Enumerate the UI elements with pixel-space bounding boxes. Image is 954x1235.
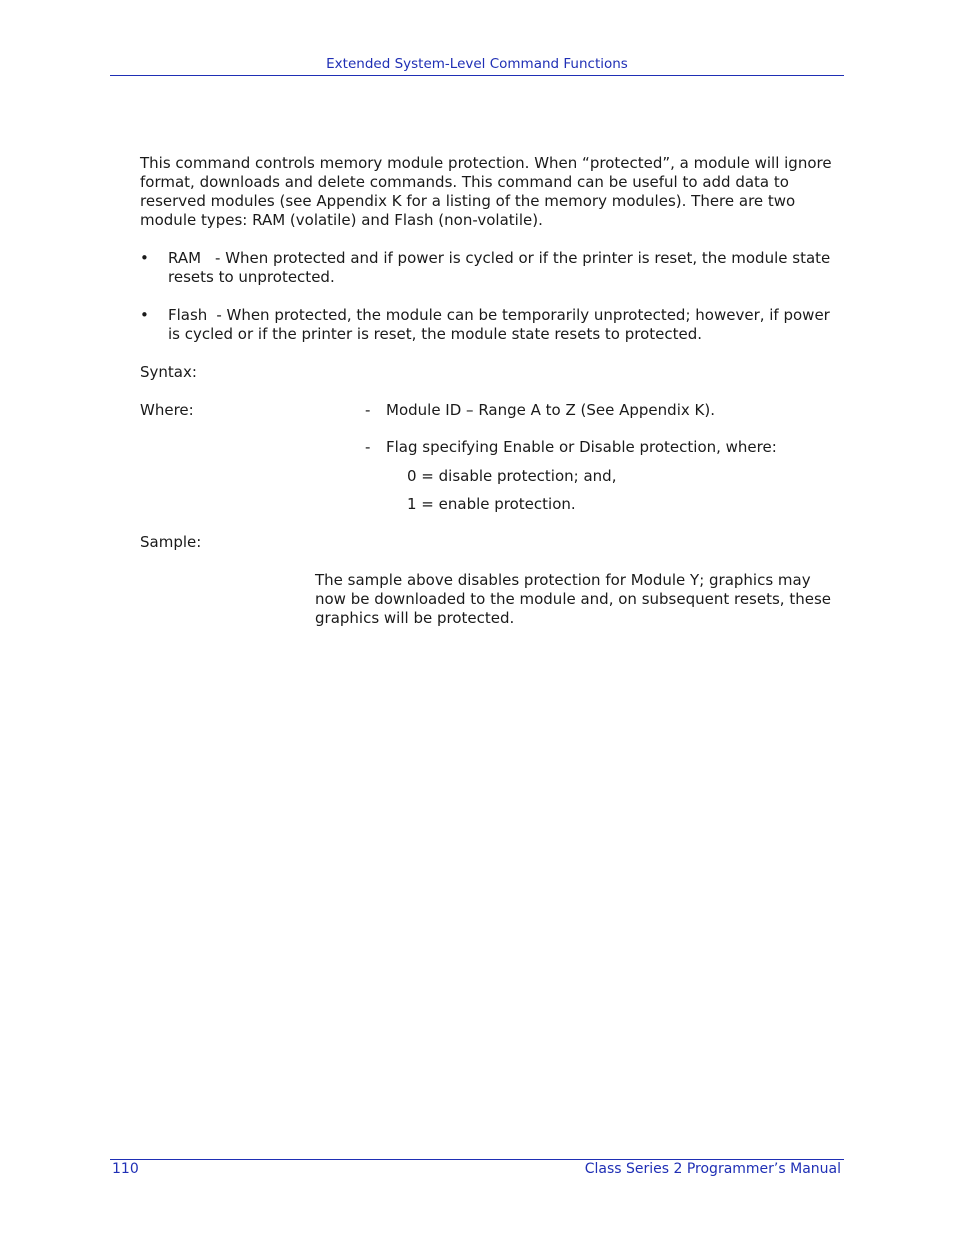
syntax-label: Syntax: [140,363,197,381]
manual-title: Class Series 2 Programmer’s Manual [584,1161,841,1177]
bullet-description: - When protected, the module can be temporarily unprotected; however, if power is cycled or if the printer is reset, the module state resets to protected. [168,306,830,343]
where-item-module-id: Module ID – Range A to Z (See Appendix K). [386,401,715,419]
running-header: Extended System-Level Command Functions [326,56,628,72]
bullet-marker: • [140,249,149,267]
where-label: Where: [140,401,194,419]
sample-note: The sample above disables protection for Module Y; graphics may now be downloaded to the module and, on subsequent resets, these graphics will be protected. [315,571,831,627]
where-item-flag: Flag specifying Enable or Disable protection, where: [386,438,777,456]
bullet-term: RAM [168,249,202,267]
bullet-item-ram [168,249,840,287]
footer-rule [110,1159,844,1160]
bullet-marker: • [140,306,149,324]
bullet-term: Flash [168,306,208,324]
bullet-item-flash [168,306,840,344]
sample-label: Sample: [140,533,202,551]
flag-value-enable: 1 = enable protection. [407,495,576,513]
where-dash: - [365,438,371,456]
where-dash: - [365,401,371,419]
intro-paragraph: This command controls memory module protection. When “protected”, a module will ignore format, downloads and delete commands. This command can be useful to add data to reserved modules (see Appendix K for a listing of the memory modules). There are two module types: RAM (volatile) and Flash (non-volatile). [140,154,832,229]
header-rule [110,75,844,76]
flag-value-disable: 0 = disable protection; and, [407,467,617,485]
page-number: 110 [112,1161,139,1177]
bullet-description: - When protected and if power is cycled or if the printer is reset, the module state resets to unprotected. [168,249,831,286]
